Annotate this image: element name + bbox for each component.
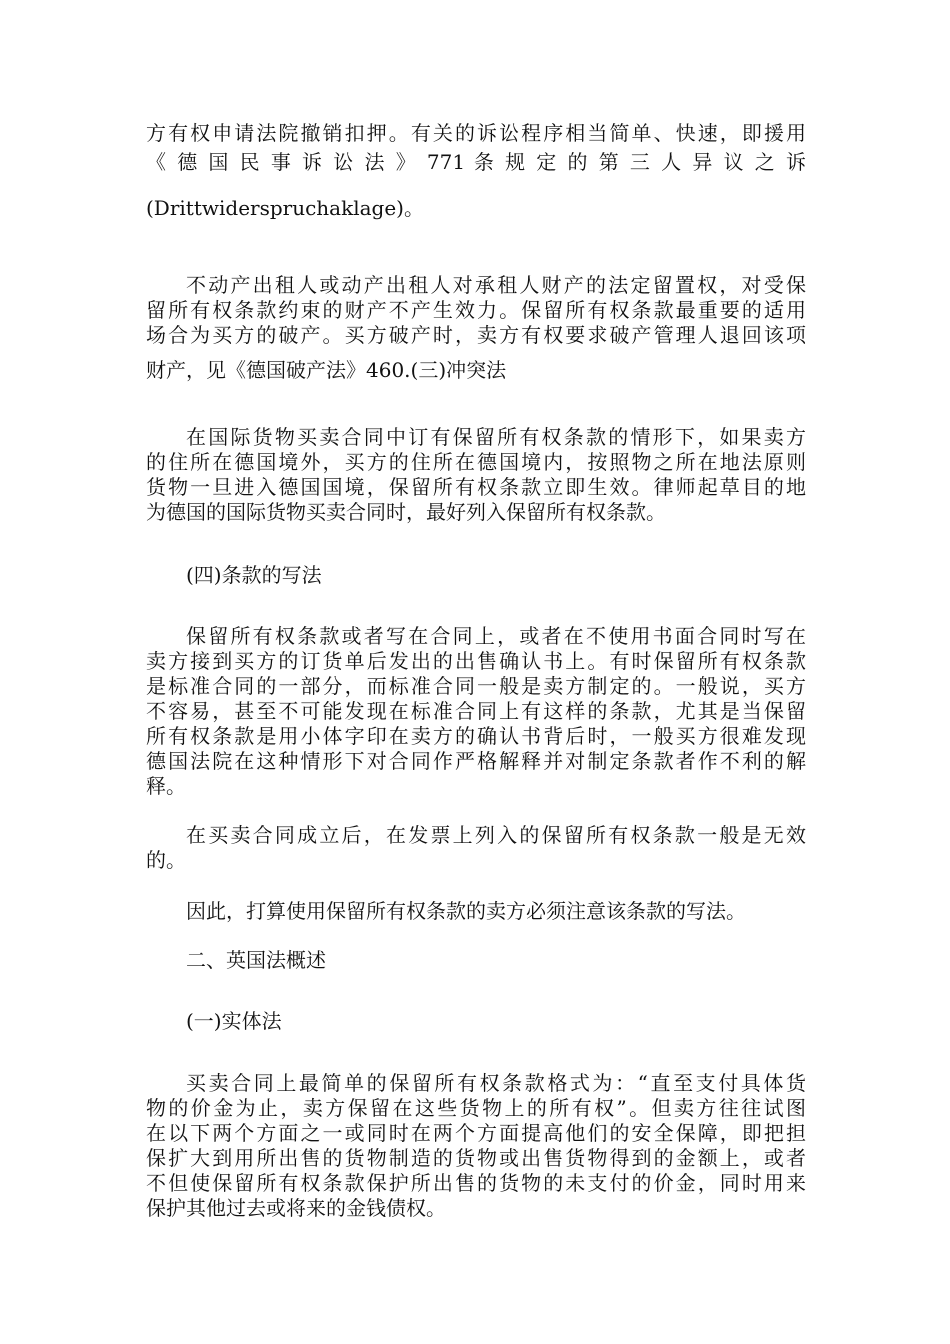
section-heading (146, 1009, 806, 1034)
text-line: 物的价金为止，卖方保留在这些货物上的所有权”。但卖方往往试图 (146, 1096, 806, 1120)
text-line: 的住所在德国境外，买方的住所在德国境内，按照物之所在地法原则 (146, 450, 806, 474)
paragraph (146, 823, 806, 873)
text-line: 财产，见《德国破产法》460.(三)冲突法 (146, 358, 507, 382)
paragraph (146, 624, 806, 799)
paragraph (146, 273, 806, 383)
text-line: (一)实体法 (186, 1009, 282, 1033)
text-line: 保扩大到用所出售的货物制造的货物或出售货物得到的金额上，或者 (146, 1146, 806, 1170)
text-line: 为德国的国际货物买卖合同时，最好列入保留所有权条款。 (146, 500, 666, 524)
text-line: 场合为买方的破产。买方破产时，卖方有权要求破产管理人退回该项 (146, 323, 806, 347)
section-heading (146, 948, 806, 973)
text-line: 所有权条款是用小体字印在卖方的确认书背后时，一般买方很难发现 (146, 724, 806, 748)
text-line: 在以下两个方面之一或同时在两个方面提高他们的安全保障，即把担 (146, 1121, 806, 1145)
text-line: 释。 (146, 774, 186, 798)
text-line: 德国法院在这种情形下对合同作严格解释并对制定条款者作不利的解 (146, 749, 806, 773)
text-line: 不容易，甚至不可能发现在标准合同上有这样的条款，尤其是当保留 (146, 699, 806, 723)
paragraph (146, 899, 806, 924)
text-line: 货物一旦进入德国国境，保留所有权条款立即生效。律师起草目的地 (146, 475, 806, 499)
text-line: (Drittwiderspruchaklage)。 (146, 196, 424, 220)
text-line: (四)条款的写法 (186, 563, 322, 587)
text-line: 《 德 国 民 事 诉 讼 法 》 771 条 规 定 的 第 三 人 异 议 之 诉 (146, 150, 806, 174)
text-line: 的。 (146, 848, 186, 872)
text-line: 保留所有权条款或者写在合同上，或者在不使用书面合同时写在 (186, 624, 806, 648)
text-line: 卖方接到买方的订货单后发出的出售确认书上。有时保留所有权条款 (146, 649, 806, 673)
text-line: 不但使保留所有权条款保护所出售的货物的未支付的价金，同时用来 (146, 1171, 806, 1195)
text-line: 方有权申请法院撤销扣押。有关的诉讼程序相当简单、快速，即援用 (146, 121, 806, 145)
text-line: 因此，打算使用保留所有权条款的卖方必须注意该条款的写法。 (186, 899, 746, 923)
text-line: 在国际货物买卖合同中订有保留所有权条款的情形下，如果卖方 (186, 425, 806, 449)
section-heading (146, 563, 806, 588)
text-line: 留所有权条款约束的财产不产生效力。保留所有权条款最重要的适用 (146, 298, 806, 322)
text-line: 买卖合同上最简单的保留所有权条款格式为：“直至支付具体货 (186, 1071, 806, 1095)
text-line: 保护其他过去或将来的金钱债权。 (146, 1196, 446, 1220)
text-line: 是标准合同的一部分，而标准合同一般是卖方制定的。一般说，买方 (146, 674, 806, 698)
text-line: 在买卖合同成立后，在发票上列入的保留所有权条款一般是无效 (186, 823, 806, 847)
paragraph (146, 1071, 806, 1221)
text-line: 二、英国法概述 (186, 948, 326, 972)
paragraph (146, 121, 806, 221)
text-line: 不动产出租人或动产出租人对承租人财产的法定留置权，对受保 (186, 273, 806, 297)
paragraph (146, 425, 806, 525)
